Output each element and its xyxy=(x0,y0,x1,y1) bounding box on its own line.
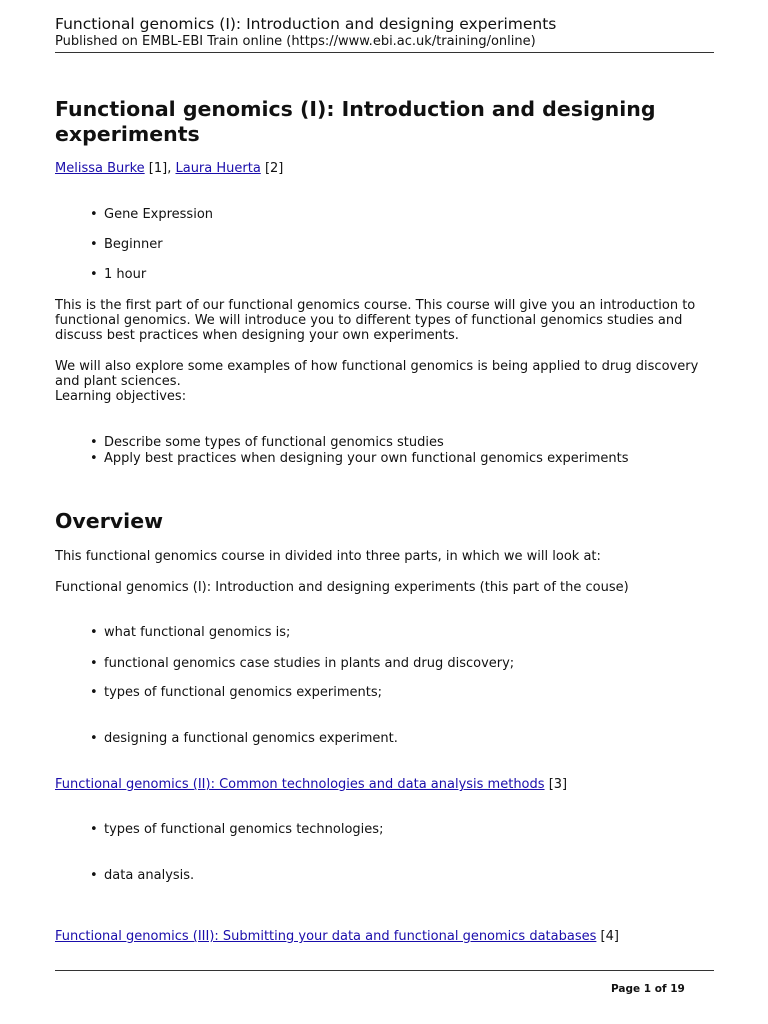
part1-item: • what functional genomics is; xyxy=(104,625,290,641)
intro-paragraph-line: discuss best practices when designing your own experiments. xyxy=(55,328,459,343)
part2-line xyxy=(55,777,567,793)
part2-link[interactable]: Functional genomics (II): Common technologies and data analysis methods xyxy=(55,777,545,792)
intro-paragraph-line: functional genomics. We will introduce you to different types of functional genomics studies and xyxy=(55,313,683,328)
part1-item: • functional genomics case studies in plants and drug discovery; xyxy=(104,656,514,672)
part1-title: Functional genomics (I): Introduction and designing experiments (this part of the couse) xyxy=(55,580,629,595)
part1-item: • designing a functional genomics experiment. xyxy=(104,731,398,747)
tag-item: • Gene Expression xyxy=(104,207,213,223)
author-line xyxy=(55,161,283,177)
header-divider xyxy=(55,52,714,53)
learning-objectives-label: Learning objectives: xyxy=(55,389,187,404)
part3-ref: [4] xyxy=(600,929,619,944)
overview-heading: Overview xyxy=(55,509,164,533)
author-link-laura-huerta[interactable]: Laura Huerta xyxy=(175,161,261,176)
objective-item: • Describe some types of functional genomics studies xyxy=(104,435,444,451)
article-title: Functional genomics (I): Introduction and designing experiments xyxy=(55,97,656,146)
part1-item: • types of functional genomics experiments; xyxy=(104,685,382,701)
part2-ref: [3] xyxy=(548,777,568,792)
overview-intro: This functional genomics course in divided into three parts, in which we will look at: xyxy=(55,549,601,564)
part3-link[interactable]: Functional genomics (III): Submitting your data and functional genomics databases xyxy=(55,929,597,944)
author-ref: [1], xyxy=(148,161,172,176)
explore-paragraph-line: We will also explore some examples of how functional genomics is being applied to drug discovery xyxy=(55,359,699,374)
page-number: Page 1 of 19 xyxy=(611,983,685,995)
explore-paragraph-line: and plant sciences. xyxy=(55,374,181,389)
published-on-line: Published on EMBL-EBI Train online (https://www.ebi.ac.uk/training/online) xyxy=(55,34,536,49)
part3-line xyxy=(55,929,619,945)
tag-item: • 1 hour xyxy=(104,267,146,283)
part2-item: • types of functional genomics technologies; xyxy=(104,822,383,838)
objective-item: • Apply best practices when designing your own functional genomics experiments xyxy=(104,451,629,467)
footer-divider xyxy=(55,970,714,971)
tag-item: • Beginner xyxy=(104,237,163,253)
running-header-title: Functional genomics (I): Introduction and designing experiments xyxy=(55,15,557,33)
intro-paragraph-line: This is the first part of our functional genomics course. This course will give you an introduction to xyxy=(55,298,696,313)
author-link-melissa-burke[interactable]: Melissa Burke xyxy=(55,161,145,176)
part2-item: • data analysis. xyxy=(104,868,194,884)
author-ref: [2] xyxy=(264,161,284,176)
